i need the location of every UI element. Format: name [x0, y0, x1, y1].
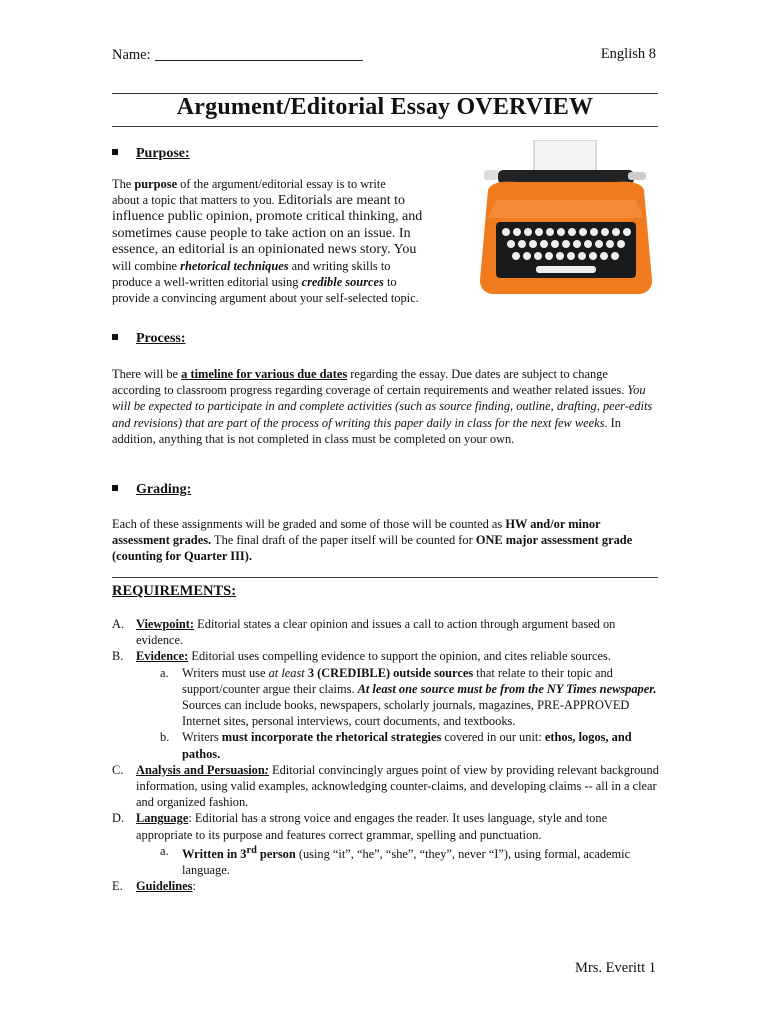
title-bottom-rule — [112, 126, 658, 127]
purpose-paragraph: The purpose of the argument/editorial essay is to write about a topic that matters to you. Editorials are meant to influence public opinion, promote critical thinking, and sometimes cause people to take action on an issue. In essence, an editorial is an opinionated news story. You will combine rhetorical techniques and writing skills to produce a well-written editorial using credible sources to provide a convincing argument about your self-selected topic. — [112, 177, 423, 306]
requirements-list — [112, 616, 660, 895]
list-item: D. Language: Editorial has a strong voice and engages the reader. It uses language, style and tone appropriate to its purpose and features correct grammar, spelling and punctuation. — [112, 811, 608, 842]
list-subitem: a. Written in 3rd person (using “it”, “he”, “she”, “they”, never “I”), using formal, academic language. — [160, 843, 631, 878]
page-footer: Mrs. Everitt 1 — [575, 960, 656, 976]
square-bullet-icon — [112, 149, 118, 155]
square-bullet-icon — [112, 485, 118, 491]
list-subitem: b. Writers must incorporate the rhetorical strategies covered in our unit: ethos, logos, and pathos. — [160, 730, 632, 761]
list-subitem: a. Writers must use at least 3 (CREDIBLE) outside sources that relate to their topic and support/counter argue their claims. At least one source must be from the NY Times newspaper. Sources can include books, newspapers, scholarly journals, magazines, PRE-APPROVED Internet sites, personal interviews, court documents, and textbooks. — [160, 665, 657, 729]
page-title: Argument/Editorial Essay OVERVIEW — [176, 94, 594, 120]
process-paragraph: There will be a timeline for various due dates regarding the essay. Due dates are subject to change according to classroom progress regarding coverage of certain requirements and weather related issues. You will be expected to participate in and complete activities (such as source finding, outline, drafting, peer-edits and revisions) that are part of the process of writing this paper daily in class for the next few weeks. In addition, anything that is not completed in class must be completed on your own. — [112, 367, 653, 446]
course-label: English 8 — [600, 46, 656, 62]
grading-heading: Grading: — [112, 482, 191, 498]
name-blank-line — [155, 46, 363, 61]
list-item: C. Analysis and Persuasion: Editorial convincingly argues point of view by providing relevant background information, using valid examples, acknowledging counter-claims, and developing claims -- all in a clear and organized fashion. — [112, 762, 659, 810]
requirements-rule — [112, 577, 658, 578]
typewriter-image — [476, 140, 656, 300]
list-item: E. Guidelines: — [112, 879, 196, 894]
process-heading: Process: — [112, 331, 186, 347]
name-field — [112, 46, 363, 64]
name-label: Name: — [112, 47, 151, 63]
purpose-heading: Purpose: — [112, 146, 190, 162]
grading-paragraph: Each of these assignments will be graded and some of those will be counted as HW and/or minor assessment grades. The final draft of the paper itself will be counted for ONE major assessment grade (counting for Quarter III). — [112, 517, 633, 564]
requirements-title: REQUIREMENTS: — [112, 583, 237, 599]
list-item: A. Viewpoint: Editorial states a clear opinion and issues a call to action through argument based on evidence. — [112, 617, 616, 648]
square-bullet-icon — [112, 334, 118, 340]
list-item: B. Evidence: Editorial uses compelling evidence to support the opinion, and cites reliable sources. — [112, 649, 611, 664]
